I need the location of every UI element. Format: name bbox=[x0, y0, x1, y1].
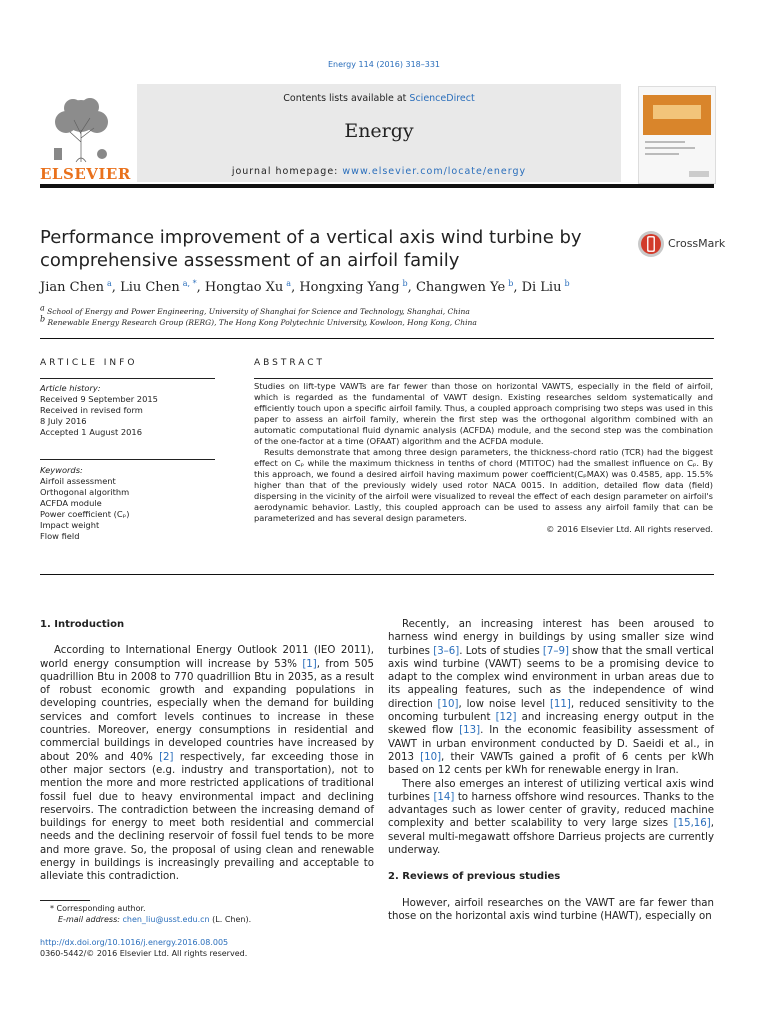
author-name[interactable]: Jian Chen bbox=[40, 280, 105, 295]
keyword-item: Impact weight bbox=[40, 520, 100, 530]
author-affiliation-marker[interactable]: b bbox=[564, 278, 570, 288]
keyword-item: Flow field bbox=[40, 531, 80, 541]
reference-link[interactable]: [14] bbox=[433, 791, 455, 803]
article-title: Performance improvement of a vertical axis wind turbine by comprehensive assessment of an airfoil family bbox=[40, 227, 582, 271]
abstract-heading: ABSTRACT bbox=[254, 358, 326, 368]
reference-link[interactable]: [13] bbox=[459, 725, 481, 737]
homepage-link[interactable]: www.elsevier.com/locate/energy bbox=[342, 166, 527, 177]
footnote-block bbox=[40, 903, 374, 925]
abstract-copyright: © 2016 Elsevier Ltd. All rights reserved. bbox=[546, 524, 713, 534]
right-column bbox=[388, 618, 714, 923]
history-item: Received in revised form bbox=[40, 405, 143, 415]
reference-link[interactable]: [10] bbox=[437, 698, 459, 710]
author-name[interactable]: Hongtao Xu bbox=[204, 280, 284, 295]
keyword-item: Power coefficient (Cₚ) bbox=[40, 509, 130, 519]
reference-link[interactable]: [11] bbox=[549, 698, 571, 710]
history-label: Article history: bbox=[40, 383, 101, 393]
issn-line: 0360-5442/© 2016 Elsevier Ltd. All rights reserved. bbox=[40, 949, 248, 958]
history-item: 8 July 2016 bbox=[40, 416, 87, 426]
reference-link[interactable]: [1] bbox=[302, 658, 317, 670]
doi-block bbox=[40, 937, 374, 959]
keyword-item: Airfoil assessment bbox=[40, 476, 116, 486]
body-paragraph: There also emerges an interest of utilizing vertical axis wind turbines [14] to harness offshore wind resources. Thanks to the advantages such as lower center of gravity, reduced machine complexity and better scalability to very large sizes [15,16], several multi-megawatt offshore Darrieus projects are currently underway. bbox=[388, 778, 714, 857]
body-rule bbox=[40, 574, 714, 575]
intro-paragraph: According to International Energy Outlook 2011 (IEO 2011), world energy consumption will increase by 53% [1], from 505 quadrillion Btu in 2008 to 770 quadrillion Btu in 2035, as a result of robust economic growth and expanding populations in developing countries, especially when the demand for building services and comfort levels continues to increase in these countries. Moreover, energy consumptions in residential and commercial buildings in developed countries have increased by about 20% and 40% [2] respectively, far exceeding those in other major sectors (e.g. industry and transportation), not to mention the more and more restricted applications of traditional fossil fuel due to heavy environmental impact and declining reservoirs. The contradiction between the increasing demand of buildings for energy to meet both residential and commercial needs and the declining reservoir of fossil fuel tends to be more and more grave. So, the proposal of using clean and renewable energy in buildings is increasingly prevailing and acceptable to alleviate this contradiction. bbox=[40, 645, 374, 883]
abstract-paragraph: Studies on lift-type VAWTs are far fewer than those on horizontal VAWTS, especially in the field of airfoil, which is regarded as the fundamental of VAWT design. Existing researches seldom systematically and efficiently touch upon a specific airfoil family. Thus, a coupled approach comprising two steps was used in this paper to assess an airfoil family, wherein the first step was the orthogonal algorithm combined with an automatic computational fluid dynamic analysis (ACFDA) module, and the second step was the combination of the one-factor at a time (OFAAT) algorithm and the ACFDA module. bbox=[254, 381, 713, 446]
article-info-rule bbox=[40, 378, 215, 379]
doi-link[interactable]: http://dx.doi.org/10.1016/j.energy.2016.08.005 bbox=[40, 938, 229, 947]
left-column bbox=[40, 618, 374, 884]
journal-homepage bbox=[137, 166, 621, 177]
body-paragraph: Recently, an increasing interest has been aroused to harness wind energy in buildings by using smaller size wind turbines [3–6]. Lots of studies [7–9] show that the small vertical axis wind turbine (VAWT) seems to be a promising device to adapt to the complex wind environment in urban areas due to its appealing features, such as the independence of wind direction [10], low noise level [11], reduced sensitivity to the oncoming turbulent [12] and increasing energy output in the skewed flow [13]. In the economic feasibility assessment of VAWT in urban environment conducted by D. Saeidi et al., in 2013 [10], their VAWTs gained a profit of 6 cents per kWh based on 12 cents per kWh for renewable energy in Iran. bbox=[388, 619, 714, 777]
author-affiliation-marker[interactable]: b bbox=[508, 278, 514, 288]
reference-link[interactable]: [2] bbox=[159, 751, 174, 763]
keyword-item: ACFDA module bbox=[40, 498, 102, 508]
body-paragraph: However, airfoil researches on the VAWT are far fewer than those on the horizontal axis wind turbine (HAWT), especially on bbox=[388, 897, 714, 922]
section-heading-introduction: 1. Introduction bbox=[40, 619, 125, 630]
keywords-block bbox=[40, 465, 215, 542]
author-affiliation-marker[interactable]: a, * bbox=[182, 278, 197, 288]
journal-name: Energy bbox=[344, 120, 414, 142]
keyword-item: Orthogonal algorithm bbox=[40, 487, 130, 497]
email-line: E-mail address: chen_liu@usst.edu.cn (L. Chen). bbox=[58, 915, 252, 924]
history-item: Accepted 1 August 2016 bbox=[40, 427, 142, 437]
header-rule bbox=[40, 184, 714, 188]
email-link[interactable]: chen_liu@usst.edu.cn bbox=[122, 915, 210, 924]
reference-link[interactable]: [12] bbox=[495, 712, 517, 724]
author-affiliation-marker[interactable]: a bbox=[107, 278, 112, 288]
footnote-rule bbox=[40, 900, 90, 901]
author-name[interactable]: Hongxing Yang bbox=[299, 280, 400, 295]
contents-prefix: Contents lists available at bbox=[283, 93, 410, 104]
affiliation-a: a School of Energy and Power Engineering, University of Shanghai for Science and Technology, Shanghai, China bbox=[40, 303, 470, 316]
history-item: Received 9 September 2015 bbox=[40, 394, 158, 404]
author-list: Jian Chen $^a$, Liu Chen $^{a, *}$, Hongtao Xu $^a$, Hongxing Yang $^b$, Changwen Ye $^b$, Di Liu $^b$ bbox=[40, 278, 570, 295]
reference-link[interactable]: [7–9] bbox=[542, 645, 569, 657]
homepage-prefix: journal homepage: bbox=[231, 166, 343, 177]
contents-line bbox=[137, 93, 621, 104]
crossmark-label: CrossMark bbox=[668, 237, 726, 250]
sciencedirect-link[interactable]: ScienceDirect bbox=[409, 93, 475, 104]
affiliation-b: b Renewable Energy Research Group (RERG), The Hong Kong Polytechnic University, Kowloon, Hong Kong, China bbox=[40, 314, 477, 327]
keywords-rule bbox=[40, 459, 215, 460]
keywords-label: Keywords: bbox=[40, 465, 83, 475]
abstract-body bbox=[254, 381, 713, 535]
journal-citation[interactable]: Energy 114 (2016) 318–331 bbox=[327, 60, 441, 69]
author-name[interactable]: Liu Chen bbox=[120, 280, 180, 295]
author-affiliation-marker[interactable]: b bbox=[402, 278, 408, 288]
author-name[interactable]: Di Liu bbox=[521, 280, 562, 295]
article-history bbox=[40, 383, 215, 438]
abstract-paragraph: Results demonstrate that among three design parameters, the thickness-chord ratio (TCR) had the biggest effect on Cₚ while the maximum thickness in tenths of chord (MTITOC) had the smallest influence on Cₚ. By this approach, we found a desired airfoil having maximum power coefficient(CₚMAX) was 0.4585, app. 15.5% higher than that of the previously widely used rotor NACA 0015. In addition, detailed flow data (field) dispersing in the vicinity of the airfoil were visualized to reveal the effect of each design parameter on airfoil's aerodynamic behavior. Lastly, this coupled approach can be used to assess any airfoil family that can be parameterized and has several design parameters. bbox=[254, 447, 713, 523]
affiliation-rule bbox=[40, 338, 714, 339]
journal-cover-thumbnail[interactable] bbox=[638, 86, 716, 184]
abstract-rule bbox=[254, 378, 713, 379]
reference-link[interactable]: [10] bbox=[420, 751, 442, 763]
reference-link[interactable]: [15,16] bbox=[673, 818, 711, 830]
author-name[interactable]: Changwen Ye bbox=[415, 280, 506, 295]
author-affiliation-marker[interactable]: a bbox=[286, 278, 292, 288]
publisher-name: ELSEVIER bbox=[40, 165, 131, 183]
corresponding-author-note: * Corresponding author. bbox=[50, 904, 146, 913]
section-heading-reviews: 2. Reviews of previous studies bbox=[388, 871, 561, 883]
reference-link[interactable]: [3–6] bbox=[433, 645, 460, 657]
article-info-heading: ARTICLE INFO bbox=[40, 358, 138, 368]
crossmark-badge[interactable] bbox=[637, 230, 726, 258]
